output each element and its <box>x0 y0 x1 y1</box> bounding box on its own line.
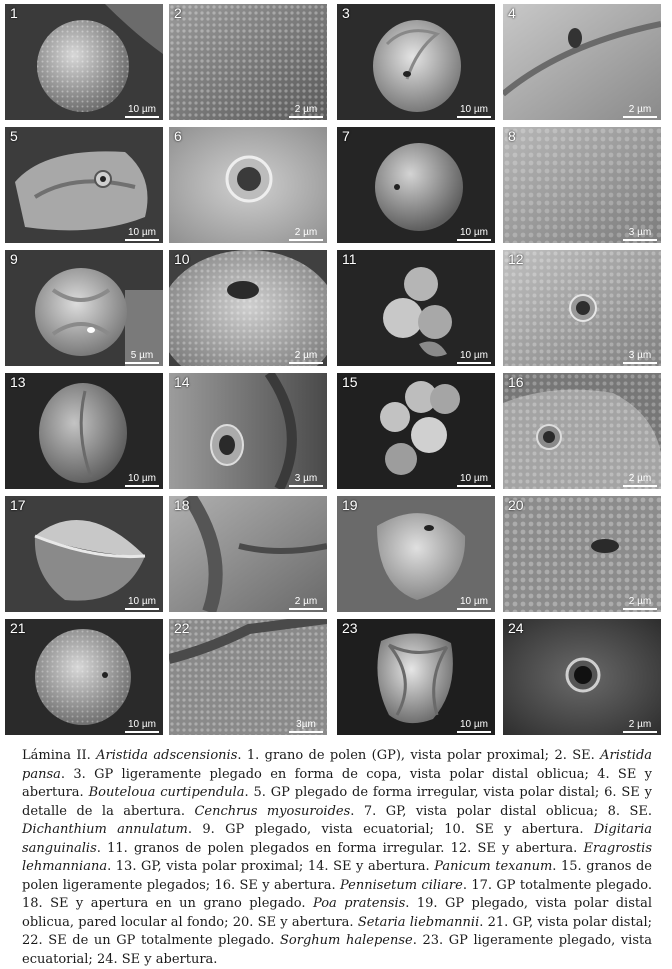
panel-number: 10 <box>174 251 190 267</box>
micrograph-11 <box>337 250 495 366</box>
species-name: Poa pratensis <box>312 896 406 911</box>
scale-bar: 5 µm <box>125 350 159 364</box>
scale-bar: 10 µm <box>457 227 491 241</box>
panel-number: 16 <box>508 374 524 390</box>
panel-17 <box>5 496 163 612</box>
panel-12 <box>503 250 661 366</box>
caption-segment: . 3. GP ligeramente plegado en forma de copa, vista polar distal oblicua; 4. SE y abertura. <box>22 766 652 800</box>
panel-number: 13 <box>10 374 26 390</box>
caption-segment: . 17. GP totalmente plegado. 18. SE y apertura en un grano plegado. <box>22 877 653 911</box>
panel-10 <box>169 250 327 366</box>
scale-bar: 2 µm <box>289 596 323 610</box>
caption-segment: . 7. GP, vista polar distal oblicua; 8. SE. <box>350 803 653 819</box>
panel-number: 24 <box>508 620 524 636</box>
panel-number: 6 <box>174 128 182 144</box>
panel-number: 1 <box>10 5 18 21</box>
panel-number: 2 <box>174 5 182 21</box>
panel-23 <box>337 619 495 735</box>
panel-number: 3 <box>342 5 350 21</box>
scale-bar: 3 µm <box>623 227 657 241</box>
micrograph-3 <box>337 4 495 120</box>
micrograph-24 <box>503 619 661 735</box>
panel-number: 22 <box>174 620 190 636</box>
caption-segment: Lámina II. <box>22 748 97 763</box>
species-name: Pennisetum ciliare <box>340 877 463 893</box>
scale-bar: 2 µm <box>623 473 657 487</box>
micrograph-20 <box>503 496 661 612</box>
species-name: Aristida pansa <box>22 748 653 782</box>
micrograph-21 <box>5 619 163 735</box>
panel-16 <box>503 373 661 489</box>
caption-segment: . 5. GP plegado de forma irregular, vista polar distal; 6. SE y detalle de la abertura. <box>22 785 653 819</box>
panel-number: 5 <box>10 128 18 144</box>
micrograph-2 <box>169 4 327 120</box>
scale-bar: 10 µm <box>457 104 491 118</box>
panel-2 <box>169 4 327 120</box>
micrograph-12 <box>503 250 661 366</box>
species-name: Eragrostis lehmanniana <box>22 840 652 874</box>
panel-number: 11 <box>342 251 357 267</box>
panel-number: 14 <box>174 374 190 390</box>
caption-segment: . 13. GP, vista polar proximal; 14. SE y abertura. <box>107 859 435 874</box>
caption-segment: . 9. GP plegado, vista ecuatorial; 10. SE y abertura. <box>187 822 594 837</box>
panel-7 <box>337 127 495 243</box>
micrograph-10 <box>169 250 327 366</box>
panel-number: 17 <box>10 497 26 513</box>
panel-13 <box>5 373 163 489</box>
scale-bar: 10 µm <box>457 473 491 487</box>
species-name: Dichanthium annulatum <box>22 822 188 837</box>
scale-bar: 3 µm <box>289 473 323 487</box>
panel-number: 20 <box>508 497 524 513</box>
panel-number: 7 <box>342 128 350 144</box>
micrograph-5 <box>5 127 163 243</box>
panel-11 <box>337 250 495 366</box>
panel-18 <box>169 496 327 612</box>
micrograph-6 <box>169 127 327 243</box>
panel-number: 18 <box>174 497 190 513</box>
micrograph-23 <box>337 619 495 735</box>
panel-5 <box>5 127 163 243</box>
micrograph-18 <box>169 496 327 612</box>
micrograph-14 <box>169 373 327 489</box>
micrograph-13 <box>5 373 163 489</box>
figure-caption <box>22 747 652 969</box>
scale-bar: 2 µm <box>623 719 657 733</box>
panel-14 <box>169 373 327 489</box>
micrograph-16 <box>503 373 661 489</box>
scale-bar: 10 µm <box>457 596 491 610</box>
panel-number: 8 <box>508 128 516 144</box>
micrograph-15 <box>337 373 495 489</box>
caption-segment: . 11. granos de polen plegados en forma irregular. 12. SE y abertura. <box>96 840 584 856</box>
scale-bar: 10 µm <box>457 350 491 364</box>
scale-bar: 2 µm <box>289 104 323 118</box>
scale-bar: 3µm <box>289 719 323 733</box>
panel-number: 19 <box>342 497 358 513</box>
panel-20 <box>503 496 661 612</box>
scale-bar: 10 µm <box>125 719 159 733</box>
panel-number: 12 <box>508 251 524 267</box>
panel-6 <box>169 127 327 243</box>
scale-bar: 10 µm <box>457 719 491 733</box>
micrograph-9 <box>5 250 163 366</box>
micrograph-17 <box>5 496 163 612</box>
micrograph-4 <box>503 4 661 120</box>
scale-bar: 2 µm <box>623 104 657 118</box>
panel-21 <box>5 619 163 735</box>
caption-segment: . 19. GP plegado, vista polar distal oblicua, pared locular al fondo; 20. SE y abertura. <box>22 896 653 930</box>
scale-bar: 10 µm <box>125 473 159 487</box>
panel-24 <box>503 619 661 735</box>
scale-bar: 2 µm <box>289 350 323 364</box>
species-name: Bouteloua curtipendula <box>88 785 245 800</box>
species-name: Panicum texanum <box>434 859 553 874</box>
panel-number: 15 <box>342 374 358 390</box>
caption-segment: . 21. GP, vista polar distal; 22. SE de un GP totalmente plegado. <box>22 914 652 948</box>
panel-number: 4 <box>508 5 516 21</box>
micrograph-22 <box>169 619 327 735</box>
scale-bar: 10 µm <box>125 596 159 610</box>
scale-bar: 3 µm <box>623 350 657 364</box>
species-name: Sorghum halepense <box>280 933 413 948</box>
panel-4 <box>503 4 661 120</box>
panel-22 <box>169 619 327 735</box>
panel-8 <box>503 127 661 243</box>
species-name: Digitaria sanguinalis <box>22 822 652 856</box>
micrograph-8 <box>503 127 661 243</box>
micrograph-19 <box>337 496 495 612</box>
panel-9 <box>5 250 163 366</box>
scale-bar: 2 µm <box>623 596 657 610</box>
panel-15 <box>337 373 495 489</box>
caption-segment: . 15. granos de polen ligeramente plegados; 16. SE y abertura. <box>22 859 652 893</box>
micrograph-7 <box>337 127 495 243</box>
caption-segment: . 1. grano de polen (GP), vista polar proximal; 2. SE. <box>237 748 601 763</box>
scale-bar: 10 µm <box>125 227 159 241</box>
micrograph-1 <box>5 4 163 120</box>
panel-number: 9 <box>10 251 18 267</box>
scale-bar: 10 µm <box>125 104 159 118</box>
panel-number: 23 <box>342 620 358 636</box>
species-name: Cenchrus myosuroides <box>194 803 351 819</box>
caption-segment: . 23. GP ligeramente plegado, vista ecuatorial; 24. SE y abertura. <box>22 933 652 967</box>
panel-19 <box>337 496 495 612</box>
panel-1 <box>5 4 163 120</box>
scale-bar: 2 µm <box>289 227 323 241</box>
species-name: Setaria liebmannii <box>357 914 480 930</box>
species-name: Aristida adscensionis <box>96 748 238 763</box>
caption-text <box>22 747 652 969</box>
panel-3 <box>337 4 495 120</box>
panel-number: 21 <box>10 620 26 636</box>
